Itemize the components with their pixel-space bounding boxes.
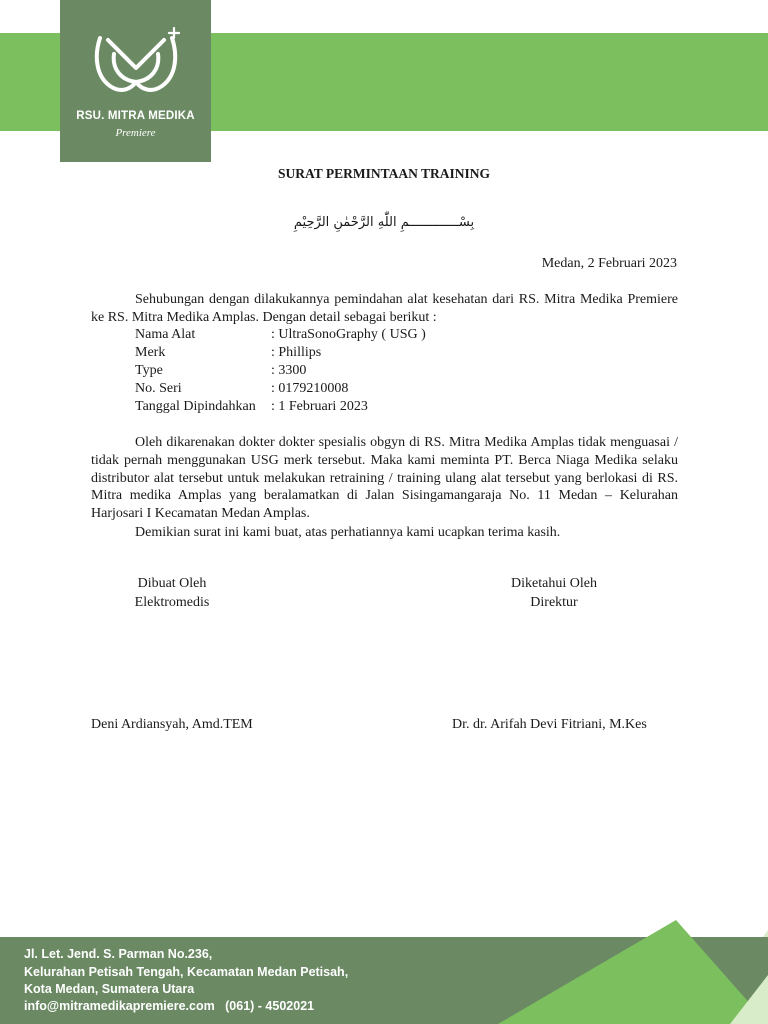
signature-left-caption: Dibuat Oleh: [137, 576, 207, 591]
logo-subtitle: Premiere: [115, 127, 156, 139]
signature-right-name: Dr. dr. Arifah Devi Fitriani, M.Kes: [452, 717, 647, 732]
detail-label: Tanggal Dipindahkan: [135, 399, 256, 414]
intro-paragraph: Sehubungan dengan dilakukannya pemindahan alat kesehatan dari RS. Mitra Medika Premiere ke RS. Mitra Medika Amplas. Dengan detail sebagai berikut :: [91, 292, 678, 325]
detail-row: [135, 381, 348, 399]
letter-date: Medan, 2 Februari 2023: [541, 256, 677, 271]
detail-value: : UltraSonoGraphy ( USG ): [271, 327, 426, 342]
detail-row: [135, 363, 306, 381]
signature-right-caption: Diketahui Oleh: [511, 576, 597, 591]
detail-row: [135, 327, 426, 345]
logo-name: RSU. MITRA MEDIKA: [76, 110, 195, 122]
hospital-logo: [60, 0, 211, 162]
detail-label: Type: [135, 363, 163, 378]
body-paragraph: Oleh dikarenakan dokter dokter spesialis obgyn di RS. Mitra Medika Amplas tidak menguasai / tidak pernah menggunakan USG merk tersebut. Maka kami meminta PT. Berca Niaga Medika selaku distributor alat tersebut untuk melakukan retraining / training ulang alat tersebut yang berlokasi di RS. Mitra medika Amplas yang beralamatkan di Jalan Sisingamangaraja No. 11 Medan – Kelurahan Harjosari I Kecamatan Medan Amplas.: [91, 435, 678, 522]
signature-left-name: Deni Ardiansyah, Amd.TEM: [91, 717, 253, 732]
footer-contact: info@mitramedikapremiere.com (061) - 4502021: [24, 999, 315, 1013]
detail-label: No. Seri: [135, 381, 182, 396]
bismillah-text: بِسْـــــــــــــمِ اللّٰهِ الرَّحْمٰنِ الرَّحِيْمِ: [293, 215, 475, 230]
detail-value: : Phillips: [271, 345, 322, 360]
detail-value: : 3300: [271, 363, 307, 378]
signature-right-role: Direktur: [530, 595, 578, 610]
footer-address-line-3: Kota Medan, Sumatera Utara: [24, 982, 195, 996]
closing-paragraph: Demikian surat ini kami buat, atas perhatiannya kami ucapkan terima kasih.: [135, 525, 561, 540]
footer-address-line-2: Kelurahan Petisah Tengah, Kecamatan Medan Petisah,: [24, 965, 349, 979]
mitra-medika-logo-icon: [90, 26, 182, 106]
footer-address-line-1: Jl. Let. Jend. S. Parman No.236,: [24, 947, 213, 961]
detail-value: : 0179210008: [271, 381, 349, 396]
detail-label: Nama Alat: [135, 327, 196, 342]
detail-row: [135, 399, 368, 417]
signature-left-role: Elektromedis: [134, 595, 210, 610]
letter-title: SURAT PERMINTAAN TRAINING: [277, 166, 491, 181]
detail-row: [135, 345, 321, 363]
detail-label: Merk: [135, 345, 166, 360]
detail-value: : 1 Februari 2023: [271, 399, 368, 414]
